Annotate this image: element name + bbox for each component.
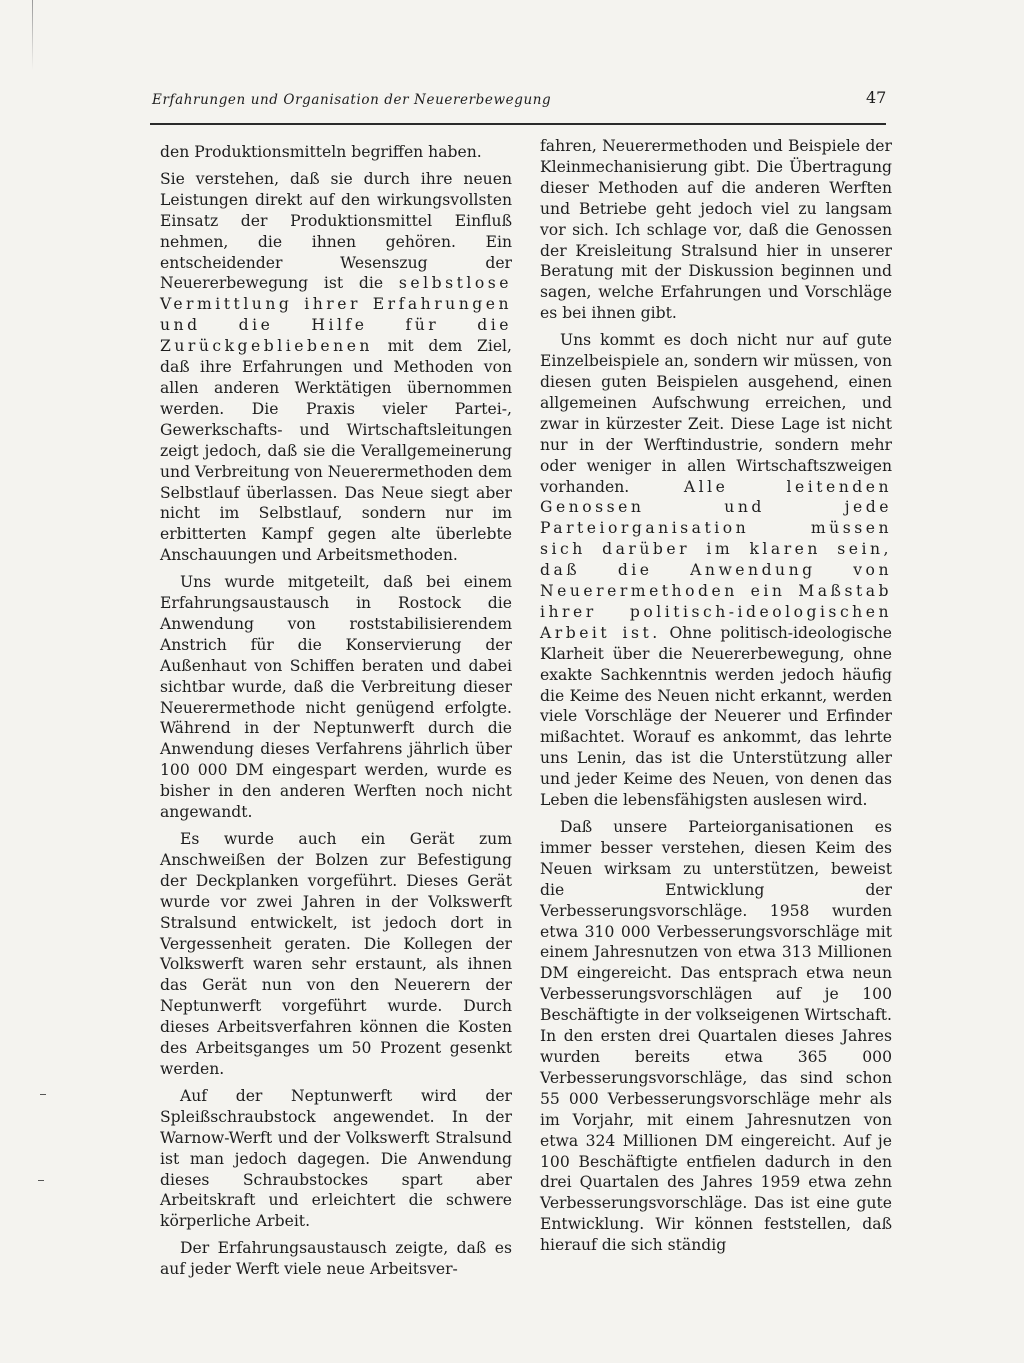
paragraph-text: mit dem Ziel, daß ihre Erfahrungen und Methoden von allen anderen Werktätigen übernommen werden. Die Praxis vieler Partei-, Gewerkschafts- und Wirtschaftsleitungen zeigt jedoch, daß sie die Verallgemeinerung und Verbreitung von Neuerermethoden dem Selbstlauf überlassen. Das Neue siegt aber nicht im Selbstlauf, sondern nur im erbitterten Kampf gegen alte überlebte Anschauungen und Arbeitsmethoden. xyxy=(160,337,512,565)
spaced-emphasis: Alle leitenden Genossen und jede Parteiorganisation müssen sich darüber im klaren sein, daß die Anwendung von Neuerermethoden ein Maßstab ihrer politisch-ideologischen Arbeit ist. xyxy=(540,477,892,642)
scan-edge-mark xyxy=(32,0,33,70)
spaced-emphasis: selbstlose Vermittlung ihrer Erfahrungen und die Hilfe für die Zurückgebliebenen xyxy=(160,274,512,356)
paragraph xyxy=(160,169,512,566)
paragraph: Es wurde auch ein Gerät zum Anschweißen der Bolzen zur Befestigung der Deckplanken vorgeführt. Dieses Gerät wurde vor zwei Jahren in der Volkswerft Stralsund entwickelt, ist jedoch dort in Vergessenheit geraten. Die Kollegen der Volkswerft waren sehr erstaunt, als ihnen das Gerät nun von den Neuerern der Neptunwerft vorgeführt wurde. Durch dieses Arbeitsverfahren können die Kosten des Arbeitsganges um 50 Prozent gesenkt werden. xyxy=(160,830,512,1078)
paragraph: den Produktionsmitteln begriffen haben. xyxy=(160,143,482,161)
margin-mark xyxy=(38,1180,44,1181)
right-column xyxy=(540,136,892,1262)
paragraph: Auf der Neptunwerft wird der Spleißschraubstock angewendet. In der Warnow-Werft und der Volkswerft Stralsund ist man jedoch dagegen. Die Anwendung dieses Schraubstockes spart aber Arbeitskraft und erleichtert die schwere körperliche Arbeit. xyxy=(160,1086,512,1231)
paragraph: Der Erfahrungsaustausch zeigte, daß es auf jeder Werft viele neue Arbeitsver- xyxy=(160,1239,512,1279)
running-header-title: Erfahrungen und Organisation der Neuererbewegung xyxy=(152,92,552,108)
paragraph-text: Uns kommt es doch nicht nur auf gute Einzelbeispiele an, sondern wir müssen, von diesen guten Beispielen ausgehend, einen allgemeinen Aufschwung erreichen, und zwar in kürzester Zeit. Diese Lage ist nicht nur in der Werftindustrie, sondern mehr oder weniger in allen Wirtschaftszweigen vorhanden. xyxy=(540,331,892,496)
left-column xyxy=(160,142,512,1286)
paragraph xyxy=(540,330,892,811)
margin-mark xyxy=(40,1094,46,1095)
paragraph-text: Sie verstehen, daß sie durch ihre neuen Leistungen direkt auf den wirkungsvollsten Einsatz der Produktionsmittel Einfluß nehmen, die ihnen gehören. Ein entscheidender Wesenszug der Neuererbewegung ist die xyxy=(160,169,512,293)
header-rule xyxy=(150,123,886,125)
paragraph: Uns wurde mitgeteilt, daß bei einem Erfahrungsaustausch in Rostock die Anwendung von roststabilisierendem Anstrich für die Konservierung der Außenhaut von Schiffen beraten und dabei sichtbar wurde, daß die Verbreitung dieser Neuerermethode nicht genügend erfolgte. Während in der Neptunwerft durch die Anwendung dieses Verfahrens jährlich über 100 000 DM eingespart werden, wurde es bisher in den anderen Werften noch nicht angewandt. xyxy=(160,573,512,822)
page-number: 47 xyxy=(866,88,887,107)
paragraph: fahren, Neuerermethoden und Beispiele der Kleinmechanisierung gibt. Die Übertragung dieser Methoden auf die anderen Werften und Betriebe geht jedoch viel zu langsam vor sich. Ich schlage vor, daß die Genossen der Kreisleitung Stralsund hier in unserer Beratung mit der Diskussion beginnen und sagen, welche Erfahrungen und Vorschläge es bei ihnen gibt. xyxy=(540,137,892,323)
paragraph-text: Ohne politisch-ideologische Klarheit über die Neuererbewegung, ohne exakte Sachkenntnis werden jedoch häufig die Keime des Neuen nicht erkannt, werden viele Vorschläge der Neuerer und Erfinder mißachtet. Worauf es ankommt, das lehrte uns Lenin, das ist die Unterstützung aller und jeder Keime des Neuen, von denen das Leben die lebensfähigsten auslesen wird. xyxy=(540,623,892,810)
paragraph: Daß unsere Parteiorganisationen es immer besser verstehen, diesen Keim des Neuen wirksam zu unterstützen, beweist die Entwicklung der Verbesserungsvorschläge. 1958 wurden etwa 310 000 Verbesserungsvorschläge mit einem Jahresnutzen von etwa 313 Millionen DM eingereicht. Das entsprach etwa neun Verbesserungsvorschlägen auf je 100 Beschäftigte in der volkseigenen Wirtschaft. In den ersten drei Quartalen dieses Jahres wurden bereits etwa 365 000 Verbesserungsvorschläge, das sind schon 55 000 Verbesserungsvorschläge mehr als im Vorjahr, mit einem Jahresnutzen von etwa 324 Millionen DM eingereicht. Auf je 100 Beschäftigte entfielen dadurch in den drei Quartalen des Jahres 1959 etwa zehn Verbesserungsvorschläge. Das ist eine gute Entwicklung. Wir können feststellen, daß hierauf die sich ständig xyxy=(540,818,892,1255)
